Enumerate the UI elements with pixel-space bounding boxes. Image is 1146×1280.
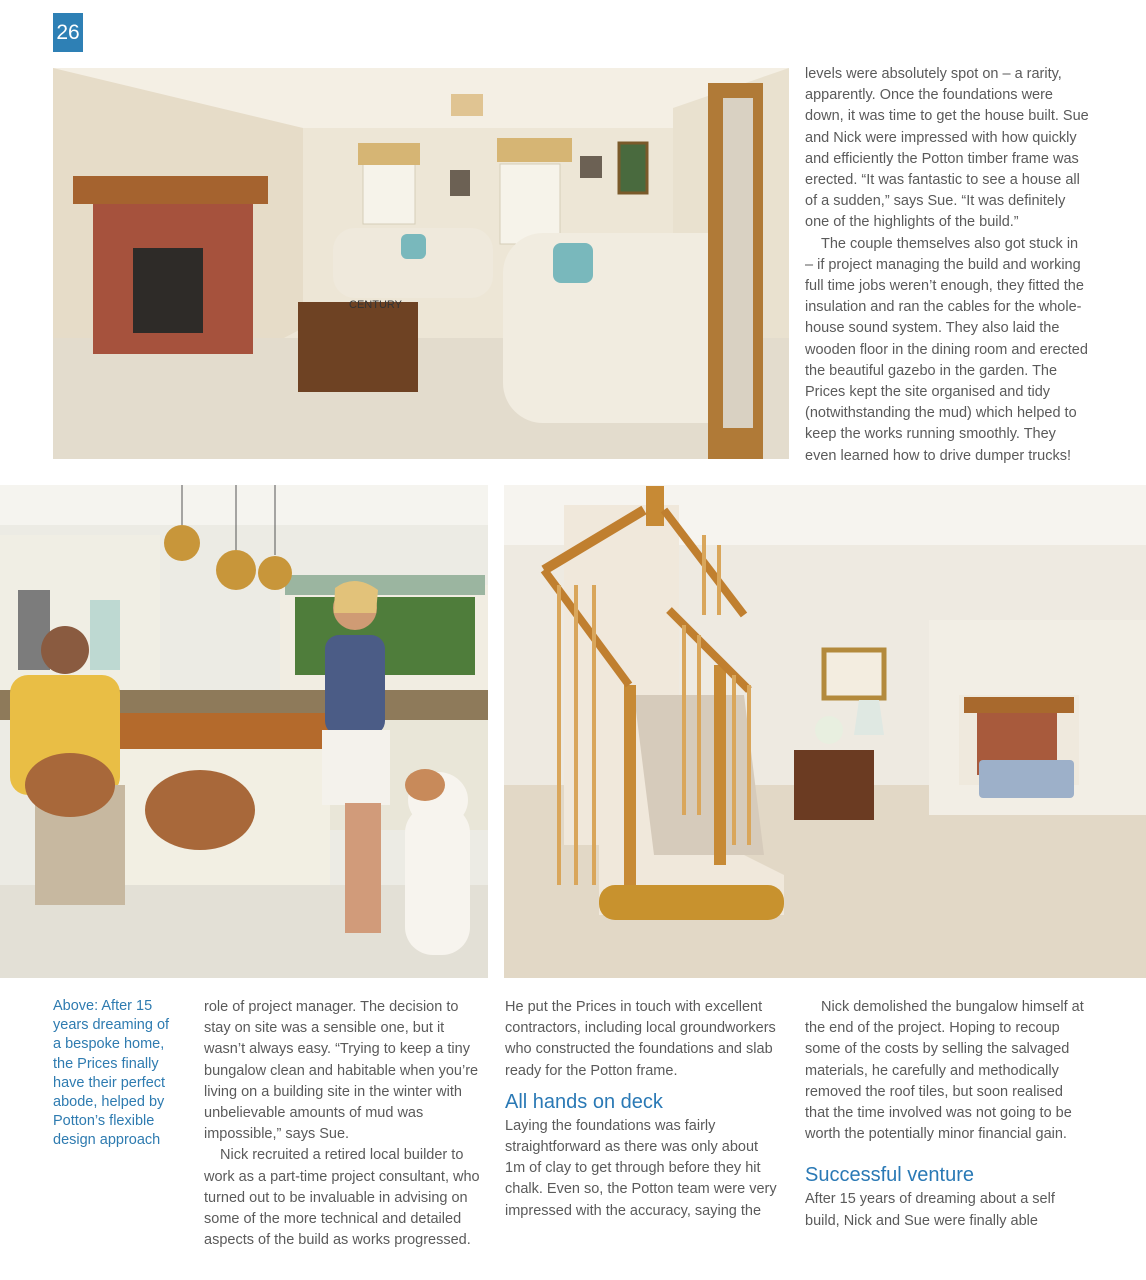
century-sign-text: CENTURY <box>349 299 402 311</box>
column-3-paragraph-1: He put the Prices in touch with excellent contractors, including local groundworkers who constructed the foundations and slab ready for the Potton frame. <box>505 999 776 1079</box>
photo-caption: Above: After 15 years dreaming of a bespoke home, the Prices finally have their perfect abode, helped by Potton’s flexible design approach <box>53 998 170 1149</box>
body-column-4 <box>805 997 1087 1232</box>
heading-successful-venture: Successful venture <box>805 1164 974 1187</box>
column-2-paragraph-1: role of project manager. The decision to stay on site was a sensible one, but it wasn’t always easy. “Trying to keep a tiny bungalow clean and habitable when you’re living on a building site in the winter with unbelievable amounts of mud was impossible,” says Sue. <box>204 999 479 1143</box>
top-column-paragraph-1: levels were absolutely spot on – a rarity, apparently. Once the foundations were down, it was time to get the house built. Sue and Nick were impressed with how quickly and efficiently the Potton timber frame was erected. “It was fantastic to see a house all of a sudden,” says Sue. “It was definitely one of the highlights of the build.” <box>805 66 1089 231</box>
body-column-3 <box>505 997 777 1222</box>
top-column-paragraph-2: The couple themselves also got stuck in – if project managing the build and working full time jobs weren’t enough, they fitted the insulation and ran the cables for the whole-house sound system. They also laid the wooden floor in the dining room and erected the beautiful gazebo in the garden. The Prices kept the site organised and tidy (notwithstanding the mud) which helped to keep the works running smoothly. They even learned how to drive dumper trucks! <box>805 235 1088 464</box>
living-room-photo <box>53 68 789 459</box>
kitchen-photo <box>0 485 488 978</box>
top-text-column <box>805 64 1090 467</box>
column-4-paragraph-1: Nick demolished the bungalow himself at the end of the project. Hoping to recoup some of the costs by selling the salvaged materials, he carefully and methodically removed the roof tiles, but soon realised that the time involved was not going to be worth the potentially minor financial gain. <box>805 999 1084 1143</box>
column-4-paragraph-2: After 15 years of dreaming about a self build, Nick and Sue were finally able <box>805 1191 1055 1229</box>
column-2-paragraph-2: Nick recruited a retired local builder to work as a part-time project consultant, who turned out to be invaluable in advising on some of the more technical and detailed aspects of the build as works progressed. <box>204 1147 480 1249</box>
column-3-paragraph-2: Laying the foundations was fairly straightforward as there was only about 1m of clay to get through before they hit chalk. Even so, the Potton team were very impressed with the accuracy, saying the <box>505 1117 777 1219</box>
staircase-photo <box>504 485 1146 978</box>
body-column-2 <box>204 997 486 1251</box>
page-number: 26 <box>53 13 83 52</box>
heading-all-hands-on-deck: All hands on deck <box>505 1090 663 1113</box>
